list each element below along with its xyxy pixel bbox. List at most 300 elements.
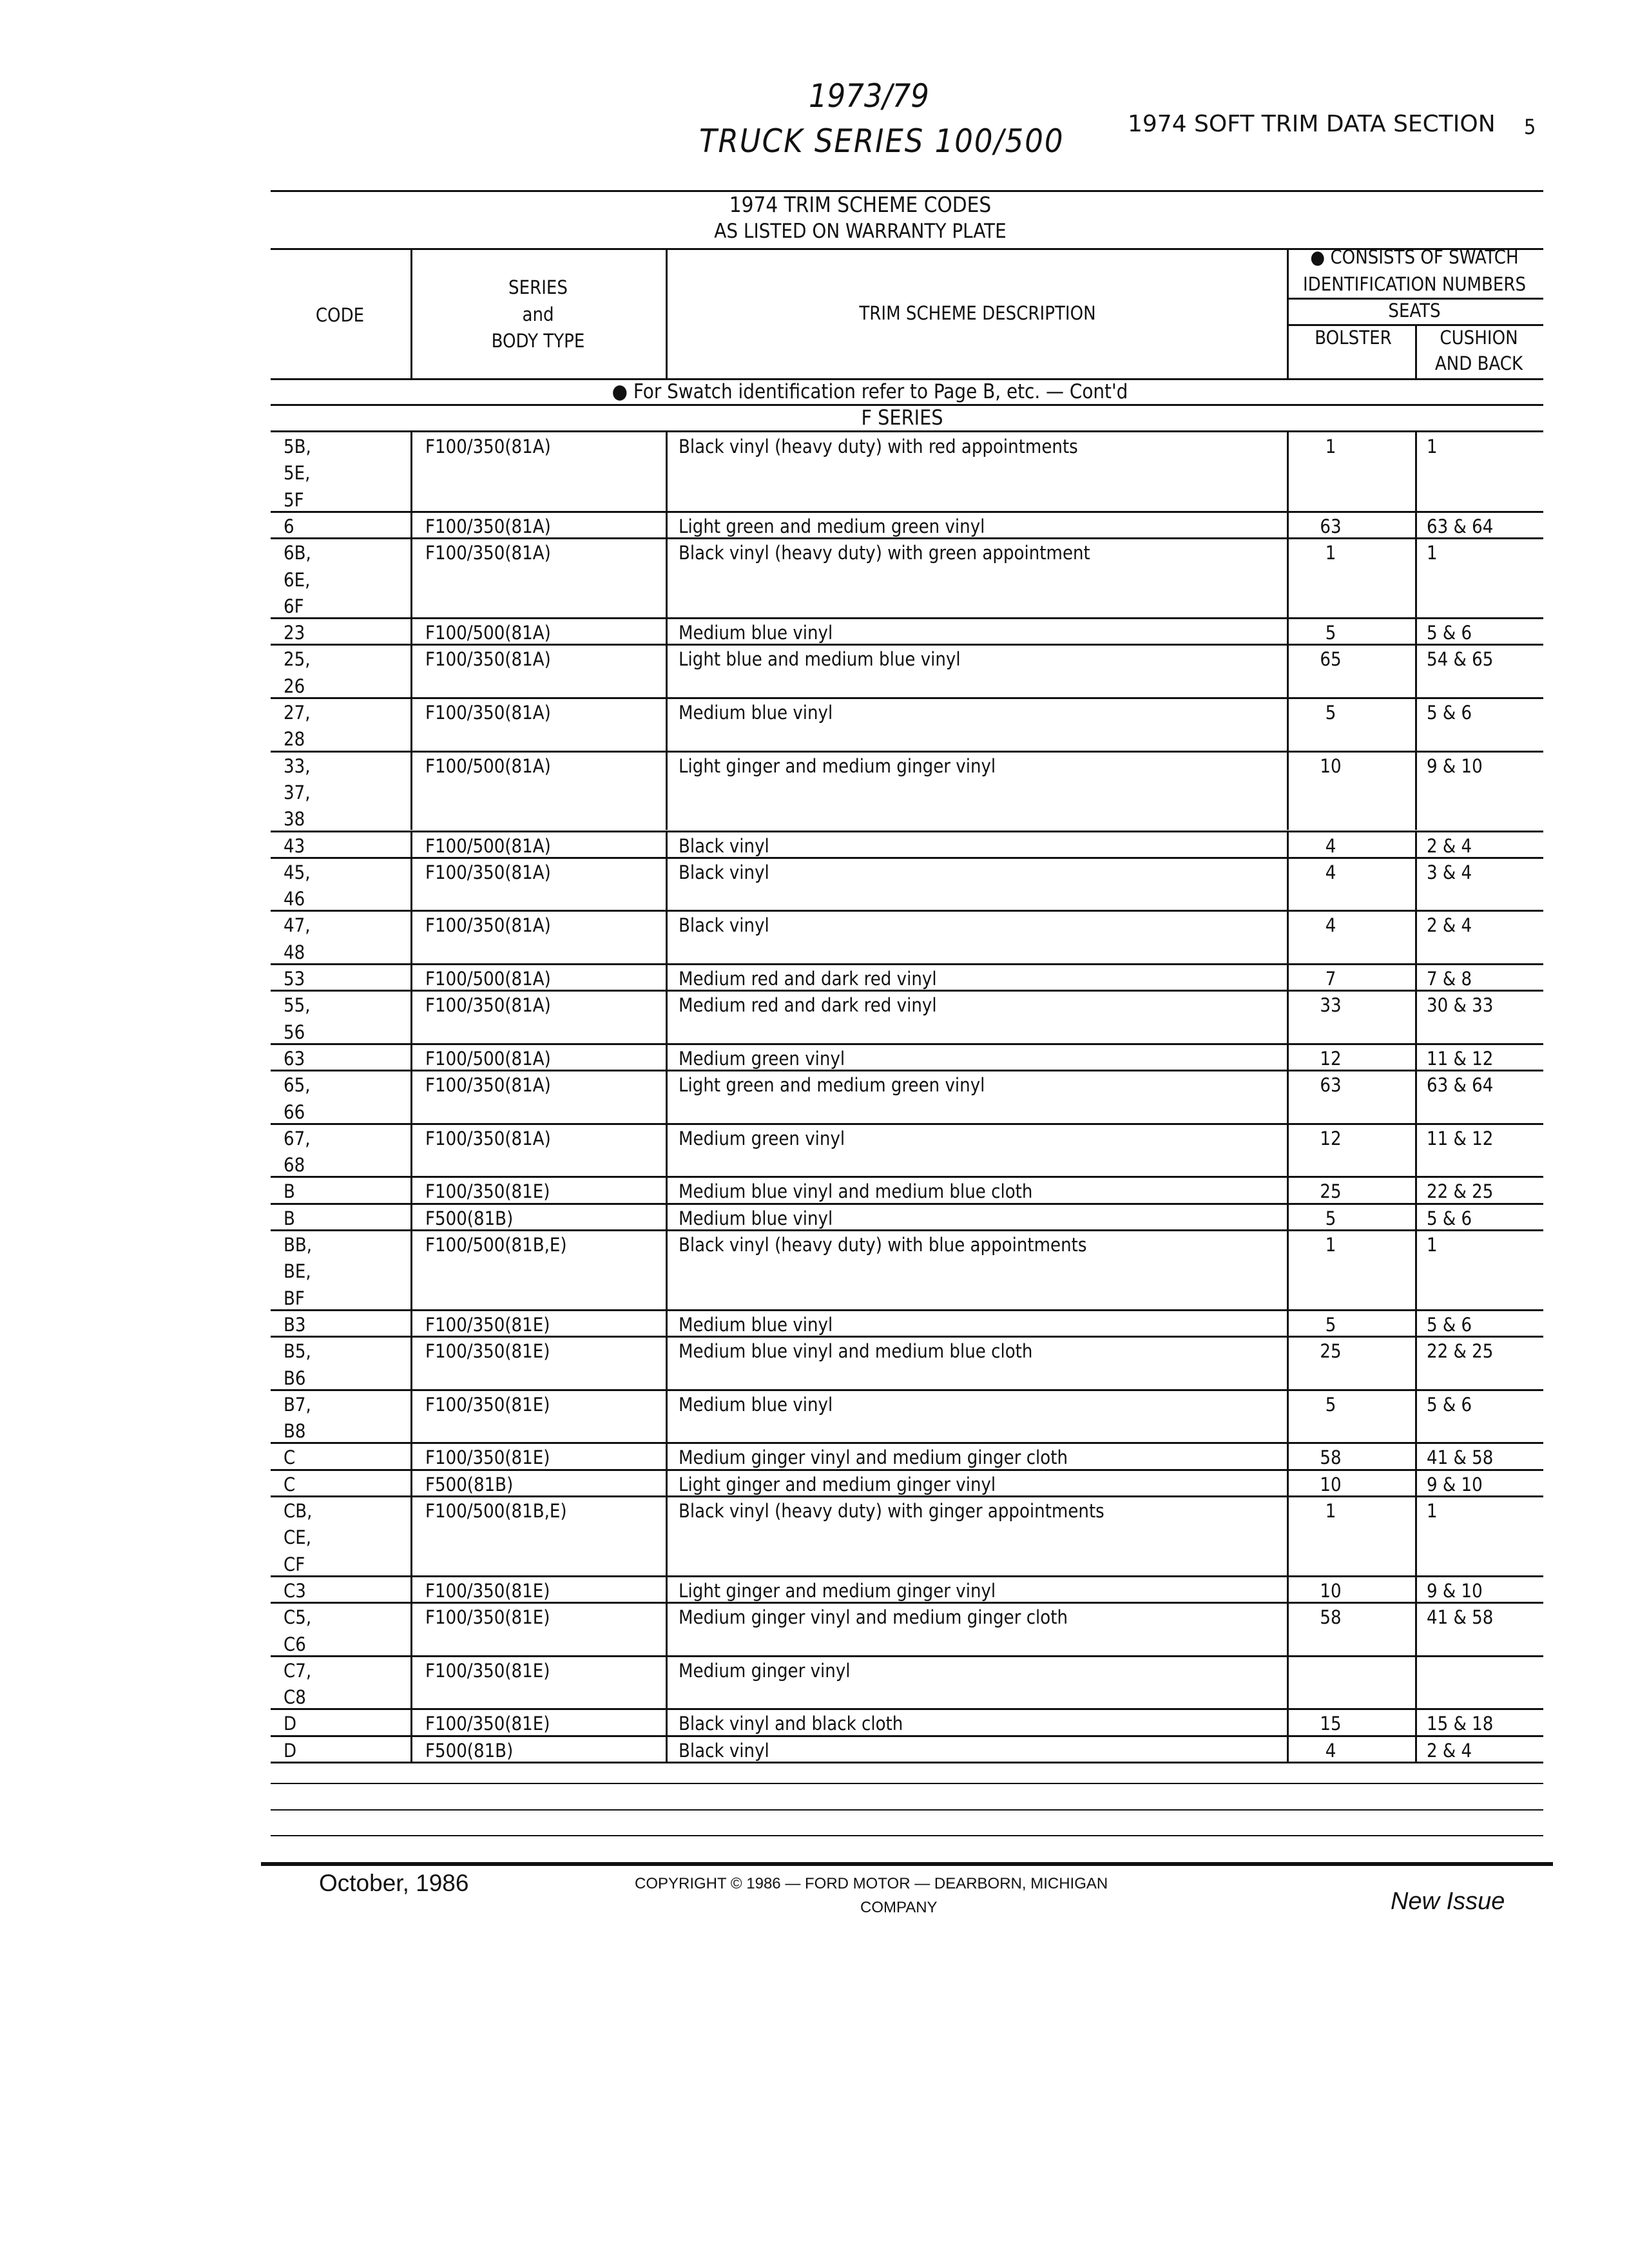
row-column-rule [1287, 697, 1289, 751]
cushion-cell: 11 & 12 [1427, 1127, 1494, 1149]
cushion-cell: 2 & 4 [1427, 914, 1472, 937]
description-cell: Medium blue vinyl [679, 702, 833, 724]
row-column-rule [410, 1575, 412, 1602]
rule-col-code-header [410, 248, 412, 378]
cushion-cell: 54 & 65 [1427, 648, 1494, 671]
row-column-rule [1287, 831, 1289, 857]
row-column-rule [1287, 537, 1289, 617]
row-column-rule [666, 963, 668, 990]
bolster-cell: 5 [1325, 1207, 1336, 1229]
code-cell: 38 [284, 808, 305, 831]
footer-date: October, 1986 [319, 1870, 469, 1896]
row-column-rule [1287, 1708, 1289, 1735]
cushion-cell: 2 & 4 [1427, 834, 1472, 857]
row-column-rule [1287, 1469, 1289, 1495]
row-column-rule [1287, 1229, 1289, 1309]
series-cell: F100/350(81A) [425, 994, 551, 1017]
row-column-rule [666, 431, 668, 511]
series-cell: F500(81B) [425, 1473, 514, 1495]
cushion-cell: 5 & 6 [1427, 1207, 1472, 1229]
row-column-rule [1287, 1575, 1289, 1602]
code-cell: 48 [284, 941, 305, 963]
row-column-rule [410, 1229, 412, 1309]
code-cell: CE, [284, 1526, 311, 1549]
code-cell: 66 [284, 1100, 305, 1123]
row-column-rule [1415, 990, 1417, 1043]
cushion-cell: 3 & 4 [1427, 861, 1472, 883]
code-cell: CF [284, 1553, 305, 1575]
code-cell: 55, [284, 994, 311, 1017]
cushion-cell: 22 & 25 [1427, 1180, 1494, 1203]
row-column-rule [1287, 1495, 1289, 1575]
header-cushion-line2: AND BACK [1434, 352, 1523, 374]
row-column-rule [410, 1176, 412, 1202]
cushion-cell: 1 [1427, 542, 1438, 564]
code-cell: 53 [284, 968, 305, 990]
description-cell: Black vinyl [679, 914, 769, 937]
series-cell: F100/350(81A) [425, 436, 551, 457]
series-cell: F100/500(81A) [425, 968, 551, 990]
cushion-cell: 22 & 25 [1427, 1340, 1494, 1363]
title-series: TRUCK SERIES 100/500 [699, 122, 1065, 160]
footer-status: New Issue [1391, 1888, 1505, 1915]
code-cell: D [284, 1713, 297, 1735]
row-column-rule [1415, 1442, 1417, 1468]
row-column-rule [1415, 431, 1417, 511]
description-cell: Light blue and medium blue vinyl [679, 648, 961, 671]
bolster-cell: 7 [1325, 968, 1336, 990]
code-cell: D [284, 1739, 297, 1762]
series-cell: F100/350(81E) [425, 1180, 550, 1203]
row-column-rule [666, 1123, 668, 1177]
series-cell: F100/500(81A) [425, 1047, 551, 1070]
cushion-cell: 5 & 6 [1427, 702, 1472, 724]
series-cell: F500(81B) [425, 1739, 514, 1762]
description-cell: Black vinyl (heavy duty) with ginger appointments [679, 1500, 1104, 1522]
row-column-rule [666, 1495, 668, 1575]
code-cell: 63 [284, 1047, 305, 1070]
bolster-cell: 1 [1325, 1500, 1336, 1522]
bolster-cell: 4 [1325, 861, 1336, 883]
row-column-rule [1415, 1070, 1417, 1123]
footer-copyright: COPYRIGHT © 1986 — FORD MOTOR — DEARBORN, MICHIGAN [635, 1875, 1108, 1892]
rule-blank-1 [271, 1783, 1543, 1784]
description-cell: Black vinyl [679, 1739, 769, 1762]
title-years: 1973/79 [809, 77, 929, 115]
header-series-line2: and [522, 303, 554, 325]
cushion-cell: 15 & 18 [1427, 1713, 1494, 1735]
table-subtitle: AS LISTED ON WARRANTY PLATE [714, 220, 1007, 243]
row-column-rule [666, 1575, 668, 1602]
code-cell: B3 [284, 1313, 306, 1336]
code-cell: 6E, [284, 568, 311, 591]
row-column-rule [666, 537, 668, 617]
row-column-rule [1287, 617, 1289, 644]
row-column-rule [410, 1602, 412, 1655]
description-cell: Black vinyl [679, 861, 769, 883]
code-cell: 25, [284, 648, 311, 671]
row-column-rule [410, 857, 412, 910]
bolster-cell: 1 [1325, 1234, 1336, 1256]
rule-blank-3 [271, 1835, 1543, 1836]
description-cell: Medium blue vinyl and medium blue cloth [679, 1180, 1033, 1203]
cushion-cell: 1 [1427, 436, 1438, 457]
row-column-rule [410, 1336, 412, 1389]
row-column-rule [1415, 617, 1417, 644]
bolster-cell: 63 [1320, 515, 1342, 537]
row-rule [271, 1762, 1543, 1763]
rule-note [271, 404, 1543, 406]
cushion-cell: 63 & 64 [1427, 1074, 1494, 1097]
bolster-cell: 4 [1325, 914, 1336, 937]
series-cell: F100/350(81A) [425, 1074, 551, 1097]
description-cell: Medium blue vinyl [679, 622, 833, 644]
row-column-rule [666, 617, 668, 644]
description-cell: Light green and medium green vinyl [679, 1074, 985, 1097]
header-bolster: BOLSTER [1315, 327, 1392, 349]
row-column-rule [1287, 1309, 1289, 1336]
bolster-cell: 15 [1320, 1713, 1342, 1735]
row-column-rule [410, 990, 412, 1043]
code-cell: 37, [284, 781, 311, 803]
series-cell: F100/350(81E) [425, 1579, 550, 1602]
cushion-cell: 9 & 10 [1427, 754, 1483, 777]
rule-blank-2 [271, 1809, 1543, 1811]
series-cell: F100/350(81E) [425, 1659, 550, 1682]
code-cell: B8 [284, 1420, 306, 1443]
row-column-rule [666, 1229, 668, 1309]
footer-company: COMPANY [860, 1899, 938, 1916]
row-column-rule [410, 831, 412, 857]
bolster-cell: 58 [1320, 1606, 1342, 1629]
code-cell: 5F [284, 488, 304, 511]
code-cell: C7, [284, 1659, 312, 1682]
series-cell: F100/350(81E) [425, 1393, 550, 1416]
row-column-rule [666, 910, 668, 963]
rule-top [271, 190, 1543, 192]
rule-header-bottom [271, 378, 1543, 380]
description-cell: Medium red and dark red vinyl [679, 968, 937, 990]
description-cell: Medium blue vinyl [679, 1313, 833, 1336]
row-column-rule [666, 1442, 668, 1468]
cushion-cell: 5 & 6 [1427, 1313, 1472, 1336]
row-column-rule [1415, 537, 1417, 617]
row-column-rule [1415, 1203, 1417, 1229]
code-cell: 68 [284, 1154, 305, 1177]
row-column-rule [1415, 1655, 1417, 1709]
cushion-cell: 7 & 8 [1427, 968, 1472, 990]
row-column-rule [1415, 1469, 1417, 1495]
row-column-rule [1415, 1735, 1417, 1762]
table-title: 1974 TRIM SCHEME CODES [729, 192, 992, 217]
row-column-rule [410, 511, 412, 537]
description-cell: Black vinyl [679, 834, 769, 857]
header-swatch-line2: IDENTIFICATION NUMBERS [1302, 273, 1527, 295]
row-column-rule [410, 1203, 412, 1229]
series-cell: F100/350(81A) [425, 702, 551, 724]
row-column-rule [666, 1708, 668, 1735]
row-column-rule [1415, 1389, 1417, 1443]
code-cell: 5B, [284, 436, 311, 457]
rule-seats-top [1289, 298, 1543, 300]
row-column-rule [1287, 1442, 1289, 1468]
row-column-rule [1287, 1123, 1289, 1177]
code-cell: 65, [284, 1074, 311, 1097]
description-cell: Medium ginger vinyl and medium ginger cloth [679, 1606, 1068, 1629]
code-cell: 6 [284, 515, 294, 537]
row-column-rule [410, 1389, 412, 1443]
page-number: 5 [1524, 115, 1536, 139]
row-column-rule [410, 537, 412, 617]
code-cell: 46 [284, 888, 305, 910]
description-cell: Medium blue vinyl [679, 1207, 833, 1229]
series-cell: F100/350(81E) [425, 1340, 550, 1363]
description-cell: Medium green vinyl [679, 1127, 845, 1149]
row-column-rule [1287, 1203, 1289, 1229]
row-column-rule [1287, 857, 1289, 910]
bolster-cell: 25 [1320, 1340, 1342, 1363]
row-column-rule [1415, 1043, 1417, 1070]
bolster-cell: 5 [1325, 1393, 1336, 1416]
series-cell: F100/350(81A) [425, 1127, 551, 1149]
cushion-cell: 5 & 6 [1427, 622, 1472, 644]
bolster-cell: 33 [1320, 994, 1342, 1017]
code-cell: C [284, 1473, 296, 1495]
bolster-cell: 10 [1320, 754, 1342, 777]
description-cell: Black vinyl (heavy duty) with green appointment [679, 542, 1090, 564]
description-cell: Medium blue vinyl and medium blue cloth [679, 1340, 1033, 1363]
code-cell: 33, [284, 754, 311, 777]
code-cell: C3 [284, 1579, 306, 1602]
code-cell: B5, [284, 1340, 311, 1363]
row-column-rule [666, 1469, 668, 1495]
row-column-rule [1415, 1229, 1417, 1309]
code-cell: 6F [284, 595, 304, 617]
code-cell: 6B, [284, 542, 311, 564]
row-column-rule [1415, 511, 1417, 537]
cushion-cell: 41 & 58 [1427, 1606, 1494, 1629]
header-code: CODE [315, 304, 365, 326]
bolster-cell: 5 [1325, 1313, 1336, 1336]
row-column-rule [1415, 1602, 1417, 1655]
code-cell: 47, [284, 914, 311, 937]
row-column-rule [410, 644, 412, 697]
code-cell: B6 [284, 1367, 306, 1389]
row-column-rule [410, 431, 412, 511]
code-cell: 45, [284, 861, 311, 883]
row-column-rule [410, 1655, 412, 1709]
row-column-rule [1287, 644, 1289, 697]
series-cell: F100/350(81A) [425, 861, 551, 883]
bolster-cell: 4 [1325, 1739, 1336, 1762]
row-column-rule [410, 1309, 412, 1336]
description-cell: Black vinyl (heavy duty) with blue appointments [679, 1234, 1087, 1256]
row-column-rule [410, 1070, 412, 1123]
cushion-cell: 41 & 58 [1427, 1446, 1494, 1469]
row-column-rule [666, 1043, 668, 1070]
bolster-cell: 12 [1320, 1047, 1342, 1070]
cushion-cell: 1 [1427, 1234, 1438, 1256]
row-column-rule [1287, 751, 1289, 831]
bolster-cell: 65 [1320, 648, 1342, 671]
bolster-cell: 10 [1320, 1473, 1342, 1495]
row-column-rule [1415, 910, 1417, 963]
row-column-rule [666, 697, 668, 751]
rule-col-series-header [666, 248, 668, 378]
code-cell: C5, [284, 1606, 312, 1629]
cushion-cell: 11 & 12 [1427, 1047, 1494, 1070]
footer-rule [261, 1862, 1553, 1866]
row-column-rule [666, 857, 668, 910]
code-cell: BB, [284, 1234, 313, 1256]
header-swatch-line1: ● CONSISTS OF SWATCH [1310, 246, 1519, 268]
header-series-line3: BODY TYPE [491, 330, 585, 352]
series-cell: F100/350(81A) [425, 914, 551, 937]
cushion-cell: 30 & 33 [1427, 994, 1494, 1017]
series-cell: F100/350(81A) [425, 515, 551, 537]
description-cell: Light ginger and medium ginger vinyl [679, 1473, 996, 1495]
code-cell: 28 [284, 728, 305, 751]
series-cell: F100/500(81B,E) [425, 1234, 567, 1256]
row-column-rule [410, 1442, 412, 1468]
row-column-rule [1415, 857, 1417, 910]
row-column-rule [1415, 1495, 1417, 1575]
header-description: TRIM SCHEME DESCRIPTION [859, 302, 1096, 324]
row-column-rule [1415, 1708, 1417, 1735]
row-column-rule [410, 1469, 412, 1495]
series-cell: F100/500(81A) [425, 622, 551, 644]
series-cell: F100/350(81E) [425, 1606, 550, 1629]
series-cell: F100/350(81E) [425, 1713, 550, 1735]
bolster-cell: 25 [1320, 1180, 1342, 1203]
bolster-cell: 5 [1325, 702, 1336, 724]
code-cell: 5E, [284, 462, 311, 485]
row-column-rule [1415, 1309, 1417, 1336]
row-column-rule [666, 831, 668, 857]
code-cell: C8 [284, 1686, 306, 1709]
row-column-rule [666, 990, 668, 1043]
row-column-rule [1287, 1043, 1289, 1070]
cushion-cell: 9 & 10 [1427, 1473, 1483, 1495]
code-cell: BE, [284, 1260, 311, 1283]
bolster-cell: 4 [1325, 834, 1336, 857]
row-column-rule [1415, 1176, 1417, 1202]
row-column-rule [1287, 431, 1289, 511]
row-column-rule [410, 1043, 412, 1070]
row-column-rule [1287, 990, 1289, 1043]
cushion-cell: 5 & 6 [1427, 1393, 1472, 1416]
row-column-rule [1287, 1655, 1289, 1709]
series-cell: F100/500(81A) [425, 834, 551, 857]
row-column-rule [666, 1176, 668, 1202]
row-column-rule [1287, 1070, 1289, 1123]
row-column-rule [1415, 831, 1417, 857]
group-label: F SERIES [861, 405, 943, 430]
cushion-cell: 9 & 10 [1427, 1579, 1483, 1602]
description-cell: Medium blue vinyl [679, 1393, 833, 1416]
series-cell: F100/500(81A) [425, 754, 551, 777]
section-title: 1974 SOFT TRIM DATA SECTION [1128, 111, 1496, 137]
code-cell: C6 [284, 1633, 306, 1655]
description-cell: Black vinyl (heavy duty) with red appointments [679, 436, 1078, 457]
bolster-cell: 1 [1325, 542, 1336, 564]
description-cell: Light ginger and medium ginger vinyl [679, 1579, 996, 1602]
description-cell: Black vinyl and black cloth [679, 1713, 903, 1735]
row-column-rule [666, 1203, 668, 1229]
row-column-rule [666, 1389, 668, 1443]
code-cell: B [284, 1207, 295, 1229]
code-cell: 56 [284, 1021, 305, 1043]
row-column-rule [1287, 963, 1289, 990]
row-column-rule [410, 1495, 412, 1575]
row-column-rule [410, 697, 412, 751]
bolster-cell: 58 [1320, 1446, 1342, 1469]
rule-col-bolster-header [1415, 324, 1417, 378]
row-column-rule [410, 963, 412, 990]
row-column-rule [1287, 1735, 1289, 1762]
code-cell: 43 [284, 834, 305, 857]
row-column-rule [1415, 644, 1417, 697]
series-cell: F500(81B) [425, 1207, 514, 1229]
row-column-rule [666, 1309, 668, 1336]
row-column-rule [410, 751, 412, 831]
row-column-rule [1287, 1602, 1289, 1655]
row-column-rule [1415, 1575, 1417, 1602]
row-column-rule [1287, 1176, 1289, 1202]
row-column-rule [1415, 1336, 1417, 1389]
row-column-rule [666, 1070, 668, 1123]
row-column-rule [666, 1602, 668, 1655]
row-column-rule [410, 617, 412, 644]
description-cell: Medium green vinyl [679, 1047, 845, 1070]
bolster-cell: 12 [1320, 1127, 1342, 1149]
bolster-cell: 63 [1320, 1074, 1342, 1097]
row-column-rule [666, 1655, 668, 1709]
series-cell: F100/350(81E) [425, 1313, 550, 1336]
description-cell: Light ginger and medium ginger vinyl [679, 754, 996, 777]
row-column-rule [410, 1708, 412, 1735]
row-column-rule [666, 1336, 668, 1389]
row-column-rule [666, 751, 668, 831]
row-column-rule [410, 1123, 412, 1177]
code-cell: B [284, 1180, 295, 1203]
bolster-cell: 5 [1325, 622, 1336, 644]
series-cell: F100/500(81B,E) [425, 1500, 567, 1522]
description-cell: Medium red and dark red vinyl [679, 994, 937, 1017]
row-column-rule [1415, 1123, 1417, 1177]
row-column-rule [1415, 697, 1417, 751]
cushion-cell: 1 [1427, 1500, 1438, 1522]
bolster-cell: 1 [1325, 436, 1336, 457]
row-column-rule [666, 511, 668, 537]
series-cell: F100/350(81E) [425, 1446, 550, 1469]
code-cell: CB, [284, 1500, 313, 1522]
description-cell: Light green and medium green vinyl [679, 515, 985, 537]
rule-col-desc-header [1287, 248, 1289, 378]
cushion-cell: 63 & 64 [1427, 515, 1494, 537]
code-cell: BF [284, 1287, 305, 1309]
code-cell: 23 [284, 622, 305, 644]
code-cell: 27, [284, 702, 311, 724]
row-column-rule [1287, 1336, 1289, 1389]
header-cushion-line1: CUSHION [1440, 327, 1518, 349]
rule-header-top [271, 248, 1543, 250]
header-series-line1: SERIES [508, 276, 568, 298]
row-column-rule [1415, 751, 1417, 831]
code-cell: 26 [284, 675, 305, 697]
row-column-rule [1415, 963, 1417, 990]
series-cell: F100/350(81A) [425, 542, 551, 564]
